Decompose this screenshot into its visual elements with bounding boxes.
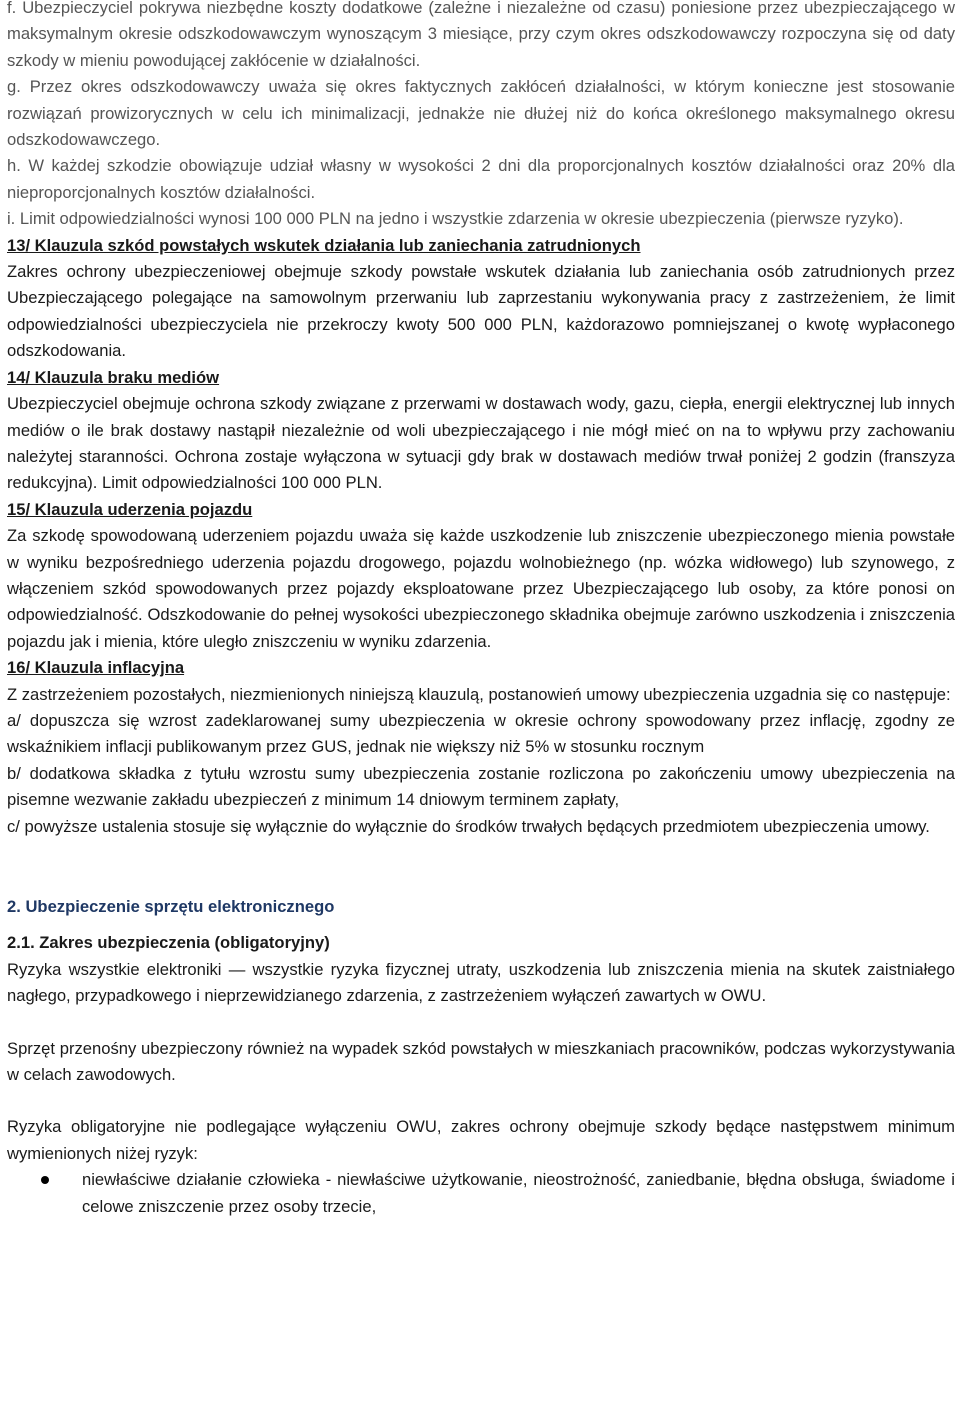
bullet-icon [41,1176,49,1184]
section-2-1-para-all-risks: Ryzyka wszystkie elektroniki — wszystkie ryzyka fizycznej utraty, uszkodzenia lub zniszczenia mienia na skutek zaistniałego nagłego, przypadkowego i nieprzewidzianego zdarzenia, z zastrzeżeniem wyłączeń zawartych w OWU. [7,959,955,1006]
clause-15-heading: 15/ Klauzula uderzenia pojazdu [7,499,253,519]
clause-16-point-b: b/ dodatkowa składka z tytułu wzrostu sumy ubezpieczenia zostanie rozliczona po zakończeniu umowy ubezpieczenia na pisemne wezwanie zakładu ubezpieczeń z minimum 14 dniowym terminem zapłaty, [7,763,955,810]
clause-14-text: Ubezpieczyciel obejmuje ochrona szkody związane z przerwami w dostawach wody, gazu, ciepła, energii elektrycznej lub innych mediów o ile brak dostawy nastąpił niezależnie od woli ubezpieczającego i nie mógł mieć on na to wpływu przy zachowaniu należytej staranności. Ochrona zostaje wyłączona w sytuacji gdy brak w dostawach mediów trwał poniżej 2 godzin (franszyza redukcyjna). Limit odpowiedzialności 100 000 PLN. [7,394,955,493]
clause-12-point-f: f. Ubezpieczyciel pokrywa niezbędne koszty dodatkowe (zależne i niezależne od czasu) poniesione przez ubezpieczającego w maksymalnym okresie odszkodowawczym wynoszącym 3 miesiące, przy czym okres odszkodowawczy rozpoczyna się od daty szkody w mieniu powodującej zakłócenie w działalności. [7,0,955,70]
clause-14-heading: 14/ Klauzula braku mediów [7,367,220,387]
list-item-text: niewłaściwe działanie człowieka - niewłaściwe użytkowanie, nieostrożność, zaniedbanie, błędna obsługa, świadome i celowe zniszczenie przez osoby trzecie, [82,1170,955,1216]
clause-13-heading: 13/ Klauzula szkód powstałych wskutek działania lub zaniechania zatrudnionych [7,235,641,255]
clause-16-heading: 16/ Klauzula inflacyjna [7,658,185,678]
clause-16-point-a: a/ dopuszcza się wzrost zadeklarowanej sumy ubezpieczenia w okresie ochrony spowodowany przez inflację, zgodny ze wskaźnikiem inflacji publikowanym przez GUS, jednak nie większy niż 5% w stosunku rocznym [7,710,955,757]
clause-16-intro: Z zastrzeżeniem pozostałych, niezmienionych niniejszą klauzulą, postanowień umowy ubezpieczenia uzgadnia się co następuje: [7,684,951,704]
section-2-heading: 2. Ubezpieczenie sprzętu elektronicznego [7,897,335,916]
section-2-1-heading: 2.1. Zakres ubezpieczenia (obligatoryjny) [7,933,330,953]
risk-list [7,1167,955,1220]
clause-12-point-h: h. W każdej szkodzie obowiązuje udział własny w wysokości 2 dni dla proporcjonalnych kosztów działalności oraz 20% dla nieproporcjonalnych kosztów działalności. [7,156,955,202]
clause-13-text: Zakres ochrony ubezpieczeniowej obejmuje szkody powstałe wskutek działania lub zaniechania osób zatrudnionych przez Ubezpieczającego polegające na samowolnym przerwaniu lub zaprzestaniu wykonywania pracy z zastrzeżeniem, że limit odpowiedzialności ubezpieczyciela nie przekroczy kwoty 500 000 PLN, każdorazowo pomniejszanej o kwotę wypłaconego odszkodowania. [7,262,955,361]
clause-15-text: Za szkodę spowodowaną uderzeniem pojazdu uważa się każde uszkodzenie lub zniszczenie ubezpieczonego mienia powstałe w wyniku bezpośredniego uderzenia pojazdu drogowego, pojazdu wolnobieżnego (np. wózka widłowego) lub szynowego, z włączeniem szkód spowodowanych przez pojazdy eksploatowane przez Ubezpieczającego lub osoby, za które ponosi on odpowiedzialność. Odszkodowanie do pełnej wysokości ubezpieczonego składnika obejmuje zarówno uszkodzenia i zniszczenia pojazdu jak i mienia, które uległo zniszczeniu w wyniku zdarzenia. [7,526,955,651]
section-2-1-para-obligatory: Ryzyka obligatoryjne nie podlegające wyłączeniu OWU, zakres ochrony obejmuje szkody będące następstwem minimum wymienionych niżej ryzyk: [7,1117,955,1163]
list-item [7,1167,955,1220]
clause-12-point-i: i. Limit odpowiedzialności wynosi 100 000 PLN na jedno i wszystkie zdarzenia w okresie ubezpieczenia (pierwsze ryzyko). [7,209,904,229]
clause-12-point-g: g. Przez okres odszkodowawczy uważa się okres faktycznych zakłóceń działalności, w którym konieczne jest stosowanie rozwiązań prowizorycznych w celu ich minimalizacji, jednakże nie dłużej niż do końca określonego maksymalnego okresu odszkodowawczego. [7,77,955,150]
clause-16-point-c: c/ powyższe ustalenia stosuje się wyłącznie do wyłącznie do środków trwałych będących przedmiotem ubezpieczenia umowy. [7,816,930,836]
section-2-1-para-portable: Sprzęt przenośny ubezpieczony również na wypadek szkód powstałych w mieszkaniach pracowników, podczas wykorzystywania w celach zawodowych. [7,1038,955,1085]
